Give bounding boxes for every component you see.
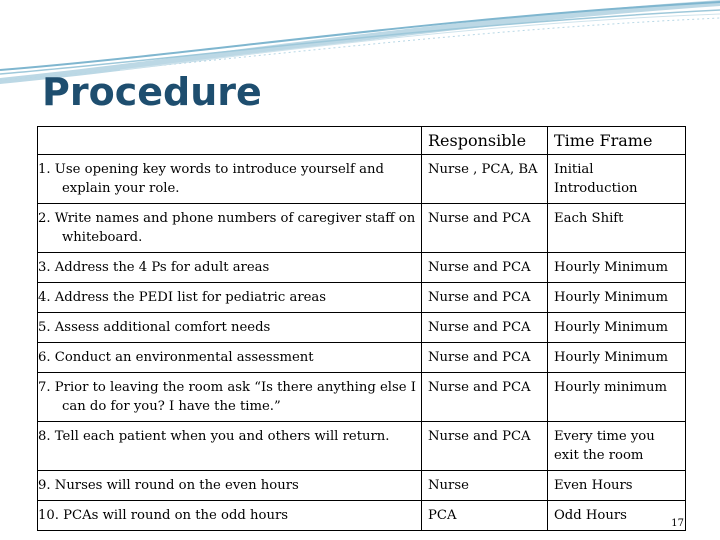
header-task xyxy=(38,127,422,155)
time-frame-cell: Every time you exit the room xyxy=(548,422,686,471)
responsible-cell: Nurse , PCA, BA xyxy=(422,155,548,204)
task-cell: 10. PCAs will round on the odd hours xyxy=(38,501,422,531)
time-frame-cell: Hourly Minimum xyxy=(548,313,686,343)
task-cell: 8. Tell each patient when you and others will return. xyxy=(38,422,422,471)
time-frame-cell: Hourly Minimum xyxy=(548,253,686,283)
table-row xyxy=(38,501,686,531)
responsible-cell: Nurse and PCA xyxy=(422,373,548,422)
responsible-cell: Nurse and PCA xyxy=(422,253,548,283)
time-frame-cell: Hourly Minimum xyxy=(548,283,686,313)
responsible-cell: Nurse xyxy=(422,471,548,501)
table-row xyxy=(38,373,686,422)
responsible-cell: Nurse and PCA xyxy=(422,204,548,253)
task-cell: 3. Address the 4 Ps for adult areas xyxy=(38,253,422,283)
time-frame-cell: Hourly minimum xyxy=(548,373,686,422)
time-frame-cell: Even Hours xyxy=(548,471,686,501)
table-row xyxy=(38,422,686,471)
time-frame-cell: Hourly Minimum xyxy=(548,343,686,373)
responsible-cell: Nurse and PCA xyxy=(422,283,548,313)
table-row xyxy=(38,155,686,204)
header-time-frame: Time Frame xyxy=(548,127,686,155)
task-cell: 7. Prior to leaving the room ask “Is there anything else I can do for you? I have the time.” xyxy=(38,373,422,422)
table-row xyxy=(38,283,686,313)
table-row xyxy=(38,253,686,283)
time-frame-cell: Initial Introduction xyxy=(548,155,686,204)
task-cell: 1. Use opening key words to introduce yourself and explain your role. xyxy=(38,155,422,204)
responsible-cell: Nurse and PCA xyxy=(422,343,548,373)
responsible-cell: Nurse and PCA xyxy=(422,313,548,343)
responsible-cell: Nurse and PCA xyxy=(422,422,548,471)
procedure-table xyxy=(37,126,686,531)
page-number: 17 xyxy=(671,518,684,529)
table-row xyxy=(38,343,686,373)
header-responsible: Responsible xyxy=(422,127,548,155)
table-row xyxy=(38,204,686,253)
table-row xyxy=(38,313,686,343)
page-title: Procedure xyxy=(42,70,262,114)
table-row xyxy=(38,471,686,501)
task-cell: 2. Write names and phone numbers of caregiver staff on whiteboard. xyxy=(38,204,422,253)
task-cell: 4. Address the PEDI list for pediatric areas xyxy=(38,283,422,313)
time-frame-cell: Each Shift xyxy=(548,204,686,253)
responsible-cell: PCA xyxy=(422,501,548,531)
task-cell: 9. Nurses will round on the even hours xyxy=(38,471,422,501)
task-cell: 6. Conduct an environmental assessment xyxy=(38,343,422,373)
table-header-row xyxy=(38,127,686,155)
time-frame-cell: Odd Hours xyxy=(548,501,686,531)
task-cell: 5. Assess additional comfort needs xyxy=(38,313,422,343)
